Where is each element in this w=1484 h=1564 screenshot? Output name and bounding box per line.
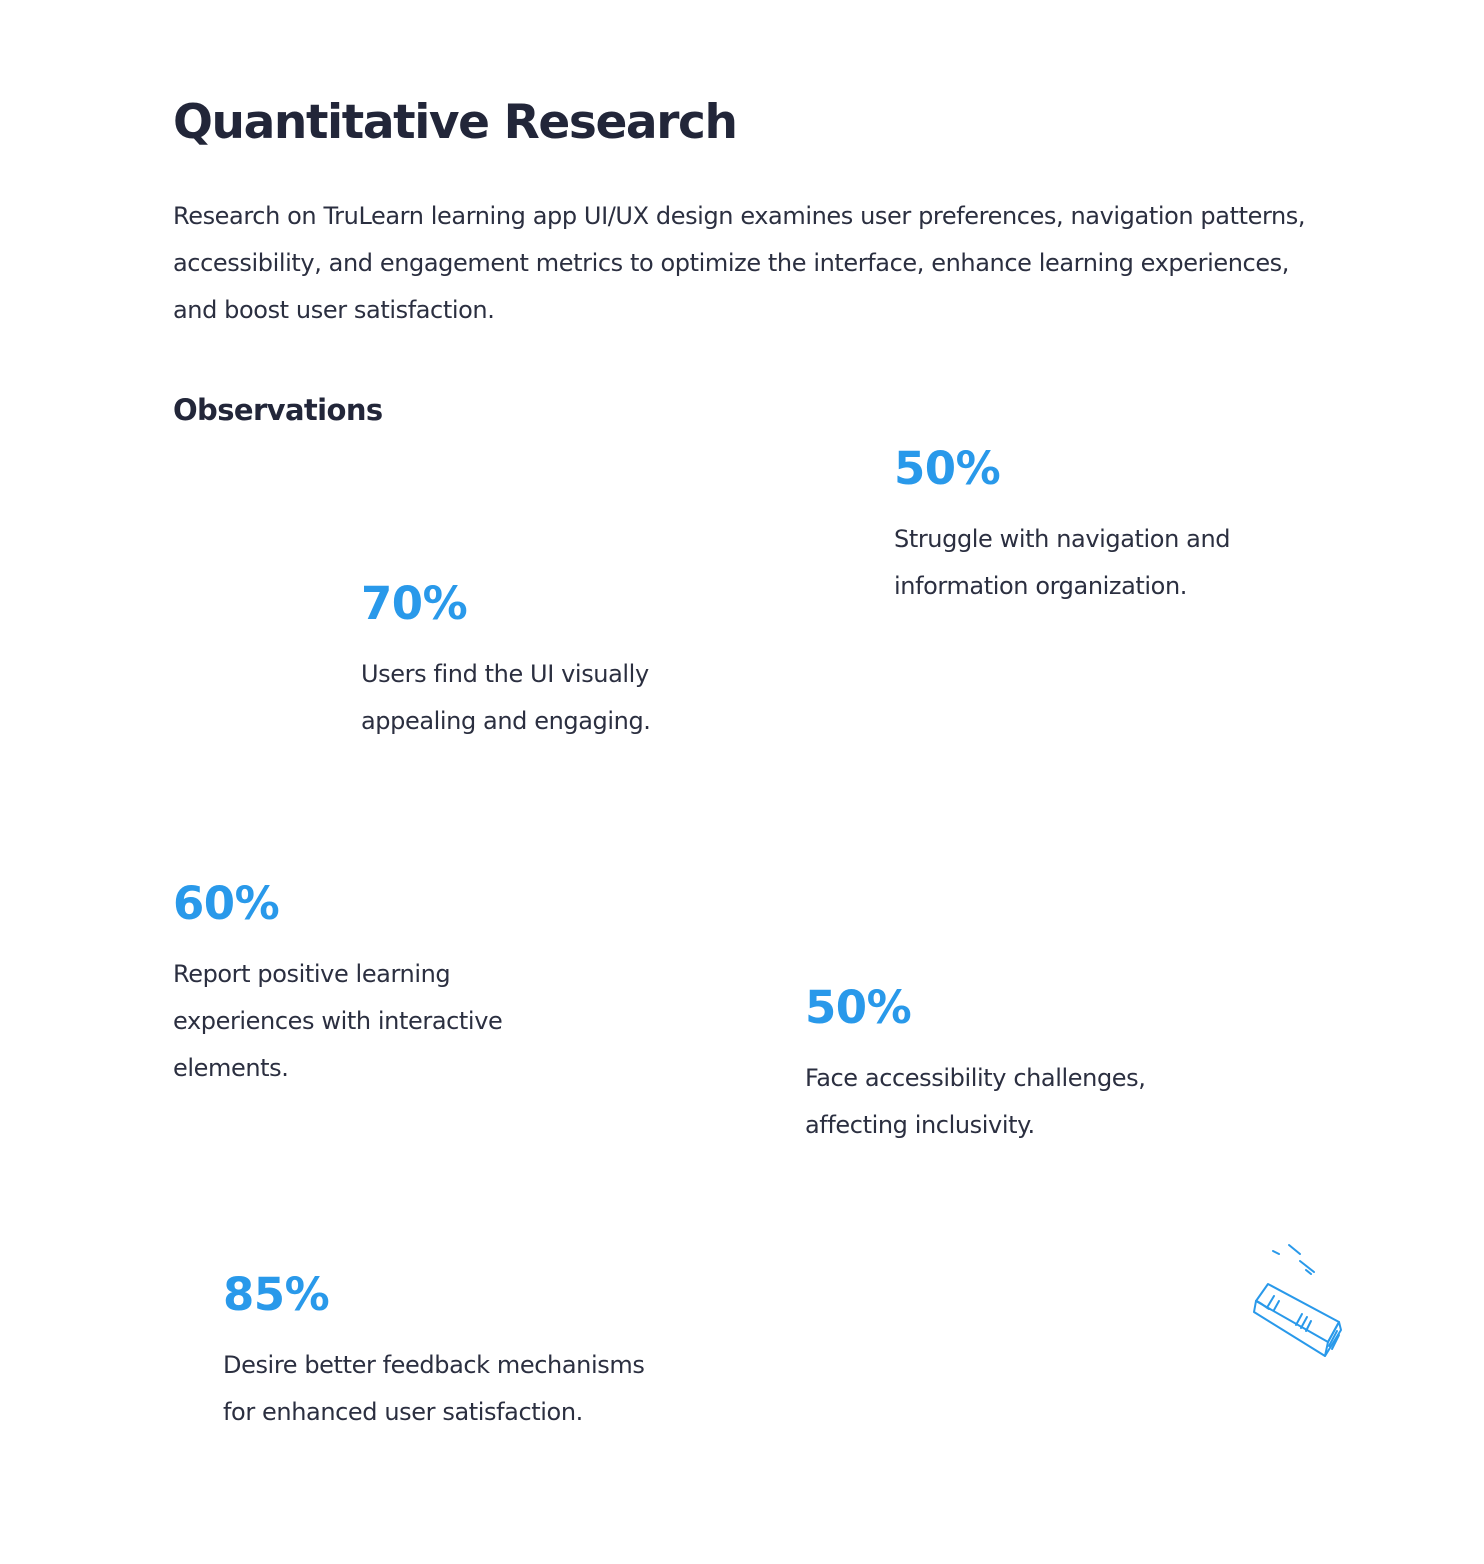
stat-description: Struggle with navigation and information organization.: [894, 525, 1231, 600]
observations-heading: Observations: [173, 393, 383, 427]
stat-description: Face accessibility challenges, affecting inclusivity.: [805, 1064, 1146, 1139]
stat-description: Users find the UI visually appealing and engaging.: [361, 660, 651, 735]
stat-visual-appeal: [361, 577, 731, 745]
stat-learning-experience: [173, 877, 563, 1092]
intro-paragraph: Research on TruLearn learning app UI/UX design examines user preferences, navigation patterns, accessibility, and engagement metrics to optimize the interface, enhance learning experiences, and boost user satisfaction.: [173, 202, 1306, 324]
stat-description: Desire better feedback mechanisms for enhanced user satisfaction.: [223, 1351, 645, 1426]
stat-value: 85%: [223, 1268, 330, 1321]
stat-accessibility: [805, 981, 1225, 1149]
stat-value: 70%: [361, 577, 468, 630]
stat-navigation: [894, 442, 1314, 610]
stat-value: 50%: [805, 981, 912, 1034]
stat-value: 60%: [173, 877, 280, 930]
book-icon: [1240, 1238, 1348, 1370]
stat-value: 50%: [894, 442, 1001, 495]
stat-description: Report positive learning experiences with interactive elements.: [173, 960, 503, 1082]
stat-feedback: [223, 1268, 663, 1436]
page-title: Quantitative Research: [173, 95, 737, 150]
